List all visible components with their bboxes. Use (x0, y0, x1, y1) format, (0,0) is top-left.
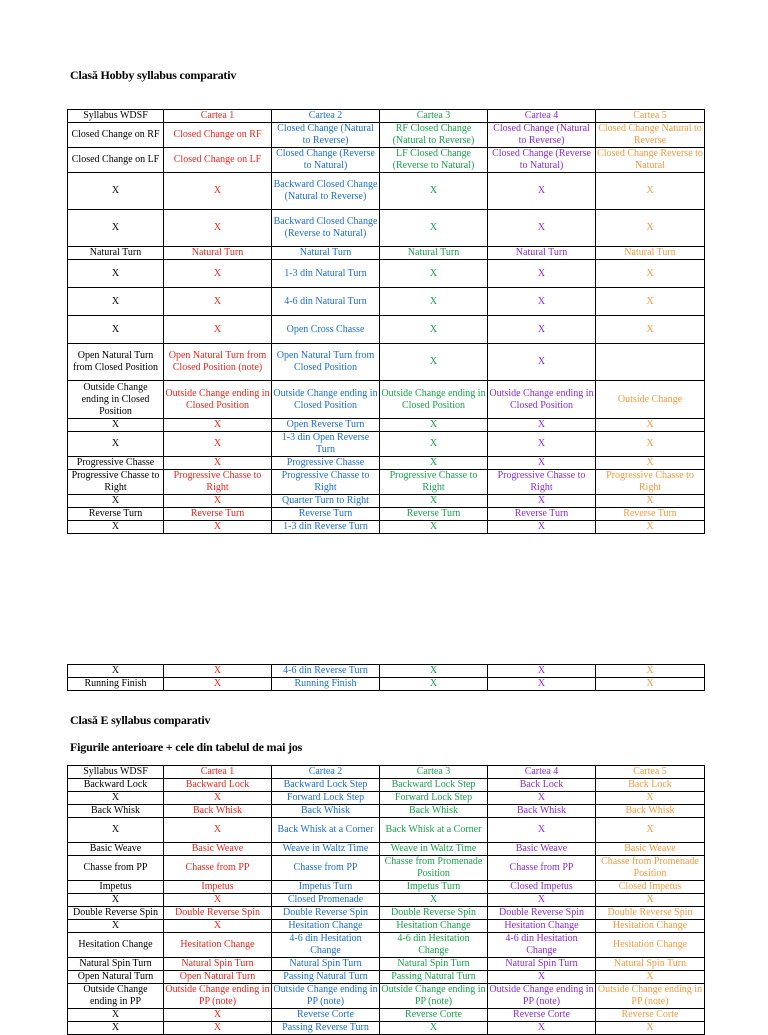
table-cell: X (596, 173, 705, 210)
table-cell: Outside Change ending in PP (note) (381, 984, 486, 1007)
table-cell: Closed Change on LF (68, 148, 164, 173)
table-cell: Progressive Chasse to Right (596, 470, 705, 495)
table-cell: Impetus Turn (272, 881, 380, 894)
table-cell: Quarter Turn to Right (272, 495, 380, 508)
table-row (68, 843, 705, 856)
table-cell: X (164, 792, 272, 805)
table-row (68, 316, 705, 344)
table-cell: Closed Impetus (596, 881, 705, 894)
table-cell: Outside Change ending in PP (note) (165, 984, 270, 1007)
table-cell: X (488, 521, 596, 534)
table-cell: X (68, 665, 164, 678)
table-cell: X (164, 521, 272, 534)
table-cell: X (164, 818, 272, 843)
table-cell: Back Whisk (272, 805, 380, 818)
table-cell: Cartea 5 (596, 766, 705, 779)
table-cell: Basic Weave (164, 843, 272, 856)
table-cell: X (68, 894, 164, 907)
table-cell: X (596, 818, 705, 843)
table-cell: Natural Turn (164, 247, 272, 260)
table-cell: LF Closed Change (Reverse to Natural) (380, 148, 488, 173)
table-cell: Backward Lock Step (272, 779, 380, 792)
table-cell: X (380, 260, 488, 288)
table-cell: Hesitation Change (488, 920, 596, 933)
table-cell: Closed Change on RF (164, 123, 272, 148)
table-cell: Closed Change on LF (164, 148, 272, 173)
table-row (68, 123, 705, 148)
table-cell: Hesitation Change (164, 933, 272, 958)
table-row (68, 495, 705, 508)
table-cell: X (488, 173, 596, 210)
table-cell: X (380, 521, 488, 534)
table-cell: Double Reverse Spin (68, 907, 164, 920)
table-cell: Progressive Chasse (68, 457, 164, 470)
table-cell: Outside Change (596, 381, 705, 419)
table-row (68, 779, 705, 792)
table-cell: X (488, 678, 596, 691)
table-cell: X (596, 210, 705, 247)
table-row (68, 984, 705, 1009)
table-cell: Impetus (68, 881, 164, 894)
table-cell: X (164, 316, 272, 344)
table-cell: Open Natural Turn from Closed Position (68, 344, 164, 381)
table-row (68, 920, 705, 933)
table-cell: X (488, 894, 596, 907)
table-cell: Natural Spin Turn (380, 958, 488, 971)
table-cell: Natural Turn (272, 247, 380, 260)
table-cell: Natural Turn (380, 247, 488, 260)
table-cell: Back Whisk (380, 805, 488, 818)
table-row (68, 678, 705, 691)
table-cell: Closed Change (Natural to Reverse) (272, 123, 380, 148)
table-cell: Running Finish (272, 678, 380, 691)
table-cell: 1-3 din Natural Turn (272, 260, 380, 288)
table-cell: X (488, 432, 596, 457)
table-cell: Reverse Turn (164, 508, 272, 521)
table-cell: Hesitation Change (596, 933, 705, 958)
table-cell: Reverse Turn (488, 508, 596, 521)
table-row (68, 665, 705, 678)
table-cell: X (596, 316, 705, 344)
table-cell: X (68, 521, 164, 534)
table-cell: X (68, 288, 164, 316)
table-cell: X (164, 894, 272, 907)
table-cell: Backward Lock Step (380, 779, 488, 792)
hobby-syllabus-table (67, 109, 705, 534)
table-row (68, 210, 705, 247)
table-cell: Open Natural Turn from Closed Position (272, 344, 380, 381)
table-cell: Natural Spin Turn (68, 958, 164, 971)
table-row (68, 381, 705, 419)
table-cell: Chasse from PP (68, 856, 164, 881)
table-cell: Hesitation Change (380, 920, 488, 933)
table-cell: Progressive Chasse to Right (380, 470, 488, 495)
table-row (68, 971, 705, 984)
table-cell: X (596, 260, 705, 288)
hobby-syllabus-table-continued (67, 664, 705, 691)
table-cell: X (164, 920, 272, 933)
table-cell: X (164, 419, 272, 432)
table-cell: 4-6 din Hesitation Change (380, 933, 488, 958)
table-cell: 4-6 din Hesitation Change (272, 933, 380, 958)
table-cell: Outside Change ending in PP (note) (489, 984, 594, 1007)
table-cell: X (380, 419, 488, 432)
table-cell: Cartea 4 (488, 766, 596, 779)
table-cell: 4-6 din Hesitation Change (488, 933, 596, 958)
table-cell: Outside Change ending in Closed Position (68, 381, 164, 419)
table-cell: X (488, 971, 596, 984)
class-e-syllabus-table (67, 765, 705, 1035)
table-cell: 1-3 din Reverse Turn (272, 521, 380, 534)
table-cell: Back Whisk at a Corner (380, 818, 488, 843)
table-row (68, 894, 705, 907)
table-cell: X (68, 495, 164, 508)
table-cell: X (380, 316, 488, 344)
table-cell: X (68, 1022, 164, 1035)
table-cell: Chasse from Promenade Position (596, 856, 705, 881)
table-cell: X (380, 678, 488, 691)
table-cell: X (380, 173, 488, 210)
table-cell: Reverse Corte (488, 1009, 596, 1022)
table-cell: X (68, 210, 164, 247)
table-cell: Double Reverse Spin (380, 907, 488, 920)
table-cell: X (596, 419, 705, 432)
table-cell: X (488, 495, 596, 508)
table-cell: X (164, 260, 272, 288)
table-cell: Cartea 3 (380, 766, 488, 779)
table-cell: X (488, 288, 596, 316)
table-cell: Natural Turn (488, 247, 596, 260)
table-cell: X (164, 495, 272, 508)
table-cell: Outside Change ending in Closed Position (380, 381, 488, 419)
table-cell: X (596, 894, 705, 907)
table-cell: Natural Turn (596, 247, 705, 260)
table-cell: X (596, 432, 705, 457)
table-cell: X (596, 678, 705, 691)
table-row (68, 881, 705, 894)
table-cell: Outside Change ending in Closed Position (164, 381, 272, 419)
table-cell: Progressive Chasse to Right (272, 470, 380, 495)
table-cell: Closed Change Reverse to Natural (597, 148, 703, 171)
table-cell: Progressive Chasse to Right (68, 470, 164, 495)
subheading-class-e: Figurile anterioare + cele din tabelul de mai jos (70, 740, 303, 754)
table-row (68, 457, 705, 470)
table-row (68, 907, 705, 920)
table-row (68, 1009, 705, 1022)
table-cell: X (68, 316, 164, 344)
table-cell: Open Natural Turn (164, 971, 272, 984)
table-row (68, 247, 705, 260)
table-cell: Syllabus WDSF (68, 110, 164, 123)
table-cell: Closed Change (Natural to Reverse) (488, 123, 596, 148)
table-cell: Open Natural Turn from Closed Position (note) (164, 344, 272, 381)
table-cell: Hesitation Change (272, 920, 380, 933)
table-cell: Hesitation Change (68, 933, 164, 958)
table-cell: Natural Spin Turn (272, 958, 380, 971)
table-cell: Backward Lock (68, 779, 164, 792)
table-cell: X (596, 665, 705, 678)
table-cell: Natural Spin Turn (488, 958, 596, 971)
table-cell: X (596, 971, 705, 984)
table-cell: Reverse Turn (596, 508, 705, 521)
table-row (68, 818, 705, 843)
table-cell: X (380, 1022, 488, 1035)
table-cell: Cartea 5 (596, 110, 705, 123)
table-cell: X (164, 457, 272, 470)
table-cell: X (488, 457, 596, 470)
table-cell: Double Reverse Spin (488, 907, 596, 920)
table-cell: Natural Spin Turn (596, 958, 705, 971)
table-cell: Forward Lock Step (272, 792, 380, 805)
table-cell: X (488, 1022, 596, 1035)
table-cell: X (488, 665, 596, 678)
table-cell: Weave in Waltz Time (380, 843, 488, 856)
table-cell: X (164, 678, 272, 691)
table-cell: Natural Spin Turn (164, 958, 272, 971)
table-cell: Outside Change ending in PP (note) (596, 984, 705, 1009)
table-cell: Cartea 3 (380, 110, 488, 123)
table-cell: Back Whisk at a Corner (272, 818, 380, 843)
table-cell: Back Whisk (164, 805, 272, 818)
table-cell: Closed Impetus (488, 881, 596, 894)
table-cell: Double Reverse Spin (272, 907, 380, 920)
table-cell: X (596, 495, 705, 508)
table-cell: Impetus Turn (380, 881, 488, 894)
table-cell: 4-6 din Natural Turn (272, 288, 380, 316)
table-row (68, 856, 705, 881)
table-row (68, 470, 705, 495)
table-cell: X (596, 1022, 705, 1035)
table-cell: X (380, 457, 488, 470)
table-cell: Forward Lock Step (380, 792, 488, 805)
table-cell: Open Natural Turn (68, 971, 164, 984)
table-cell: Closed Change (Reverse to Natural) (272, 148, 380, 173)
table-cell: X (488, 210, 596, 247)
table-cell: Reverse Corte (596, 1009, 705, 1022)
table-cell: Back Whisk (68, 805, 164, 818)
table-cell: X (68, 818, 164, 843)
table-row (68, 110, 705, 123)
table-cell: Back Whisk (596, 805, 705, 818)
table-cell: X (164, 288, 272, 316)
table-cell: X (68, 419, 164, 432)
table-cell: Closed Change Natural to Reverse (596, 123, 705, 148)
table-cell: X (164, 173, 272, 210)
table-cell: Passing Reverse Turn (272, 1022, 380, 1035)
table-cell: X (164, 1009, 272, 1022)
table-row (68, 148, 705, 173)
table-cell: Passing Natural Turn (380, 971, 488, 984)
table-cell: Double Reverse Spin (164, 907, 272, 920)
table-cell: Outside Change ending in PP (68, 984, 164, 1009)
table-cell: Impetus (164, 881, 272, 894)
table-cell: Chasse from PP (272, 856, 380, 881)
table-cell: Reverse Turn (272, 508, 380, 521)
heading-hobby: Clasă Hobby syllabus comparativ (70, 68, 237, 82)
table-cell: X (68, 173, 164, 210)
table-cell: Progressive Chasse (272, 457, 380, 470)
table-cell: Reverse Corte (272, 1009, 380, 1022)
table-cell: RF Closed Change (Natural to Reverse) (380, 123, 488, 148)
table-row (68, 792, 705, 805)
table-cell: Backward Lock (164, 779, 272, 792)
table-cell: Backward Closed Change (Natural to Reverse) (272, 173, 380, 210)
table-cell: Progressive Chasse to Right (488, 470, 596, 495)
table-cell: Open Reverse Turn (272, 419, 380, 432)
table-cell (596, 344, 705, 381)
table-cell: X (380, 288, 488, 316)
heading-class-e: Clasă E syllabus comparativ (70, 713, 211, 727)
table-row (68, 1022, 705, 1035)
table-cell: Basic Weave (68, 843, 164, 856)
table-cell: X (380, 432, 488, 457)
table-cell: X (488, 344, 596, 381)
table-cell: Cartea 4 (488, 110, 596, 123)
table-cell: 1-3 din Open Reverse Turn (272, 432, 380, 457)
table-cell: Natural Turn (68, 247, 164, 260)
table-row (68, 432, 705, 457)
table-cell: Back Lock (488, 779, 596, 792)
table-cell: X (488, 818, 596, 843)
table-cell: Open Cross Chasse (272, 316, 380, 344)
table-cell: X (380, 495, 488, 508)
table-cell: X (488, 316, 596, 344)
table-cell: Back Lock (596, 779, 705, 792)
table-cell: Back Whisk (488, 805, 596, 818)
table-cell: X (596, 457, 705, 470)
table-row (68, 260, 705, 288)
table-row (68, 344, 705, 381)
table-cell: X (596, 521, 705, 534)
table-cell: Cartea 2 (272, 110, 380, 123)
table-cell: Reverse Corte (380, 1009, 488, 1022)
table-row (68, 288, 705, 316)
table-cell: Syllabus WDSF (68, 766, 164, 779)
table-row (68, 805, 705, 818)
table-cell: X (380, 210, 488, 247)
table-cell: Cartea 1 (164, 766, 272, 779)
table-cell: Closed Change (Reverse to Natural) (488, 148, 596, 173)
table-cell: Cartea 2 (272, 766, 380, 779)
table-cell: X (68, 1009, 164, 1022)
table-cell: Running Finish (68, 678, 164, 691)
table-cell: Backward Closed Change (Reverse to Natural) (272, 210, 380, 247)
table-cell: Outside Change ending in Closed Position (272, 381, 380, 419)
table-cell: Reverse Turn (380, 508, 488, 521)
table-cell: Double Reverse Spin (596, 907, 705, 920)
table-cell: X (596, 288, 705, 316)
table-cell: Chasse from Promenade Position (380, 856, 488, 881)
table-cell: X (68, 432, 164, 457)
table-cell: Basic Weave (596, 843, 705, 856)
table-cell: Cartea 1 (164, 110, 272, 123)
table-cell: X (164, 210, 272, 247)
table-cell: 4-6 din Reverse Turn (272, 665, 380, 678)
table-cell: Closed Change on RF (68, 123, 164, 148)
table-cell: Hesitation Change (596, 920, 705, 933)
table-cell: Chasse from PP (488, 856, 596, 881)
table-cell: X (380, 665, 488, 678)
table-cell: Outside Change ending in PP (note) (273, 984, 378, 1007)
table-cell: X (380, 894, 488, 907)
table-cell: X (380, 344, 488, 381)
table-cell: Weave in Waltz Time (272, 843, 380, 856)
table-cell: X (68, 920, 164, 933)
table-cell: X (488, 792, 596, 805)
table-cell: X (164, 1022, 272, 1035)
table-cell: Chasse from PP (164, 856, 272, 881)
table-row (68, 419, 705, 432)
table-cell: X (488, 260, 596, 288)
table-cell: Progressive Chasse to Right (164, 470, 272, 495)
table-cell: Basic Weave (488, 843, 596, 856)
table-row (68, 508, 705, 521)
table-row (68, 958, 705, 971)
table-cell: X (68, 260, 164, 288)
table-row (68, 933, 705, 958)
table-cell: Outside Change ending in Closed Position (488, 381, 596, 419)
table-cell: Passing Natural Turn (272, 971, 380, 984)
table-cell: X (68, 792, 164, 805)
table-cell: X (488, 419, 596, 432)
table-cell: X (164, 432, 272, 457)
table-cell: Reverse Turn (68, 508, 164, 521)
table-cell: X (596, 792, 705, 805)
table-row (68, 521, 705, 534)
table-row (68, 173, 705, 210)
table-cell: X (164, 665, 272, 678)
table-cell: Closed Promenade (272, 894, 380, 907)
table-row (68, 766, 705, 779)
